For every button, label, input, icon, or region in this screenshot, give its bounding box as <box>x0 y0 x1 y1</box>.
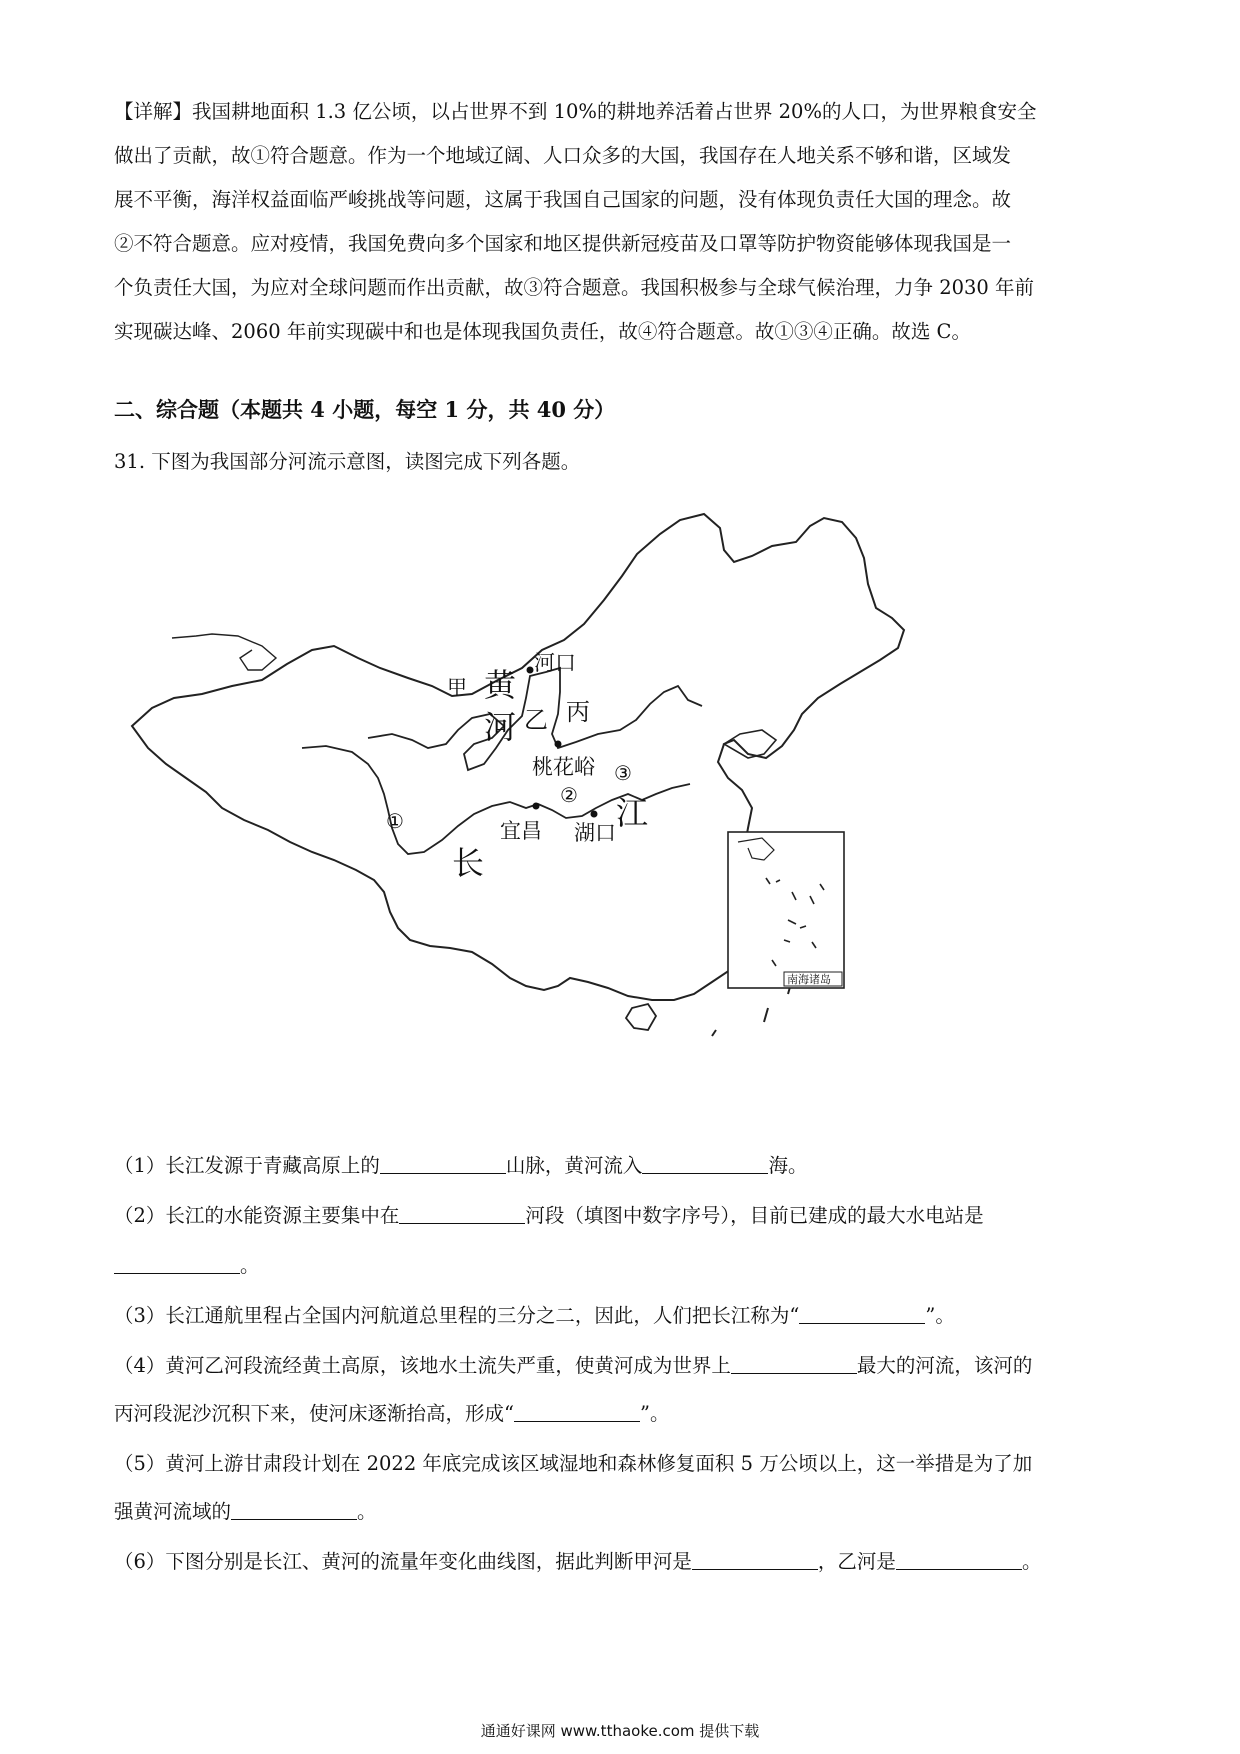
q2-text-a: （2）长江的水能资源主要集中在 <box>114 1204 400 1227</box>
q1-blank-1[interactable] <box>380 1155 506 1174</box>
label-bing: 丙 <box>566 698 590 726</box>
q1-text-c: 海。 <box>768 1154 808 1177</box>
q3-blank-1[interactable] <box>799 1305 925 1324</box>
q6-blank-2[interactable] <box>896 1551 1022 1570</box>
label-chang: 长 <box>452 844 485 882</box>
detail-line-4: ②不符合题意。应对疫情，我国免费向多个国家和地区提供新冠疫苗及口罩等防护物资能够体现我国是一 <box>114 232 1012 255</box>
label-yi: 乙 <box>524 706 548 734</box>
hekou-dot <box>527 667 534 674</box>
yichang-dot <box>533 803 540 810</box>
q1 <box>114 1150 807 1178</box>
q2-blank-1[interactable] <box>399 1205 525 1224</box>
q6-text-b: ，乙河是 <box>817 1550 896 1573</box>
label-jiang: 江 <box>616 794 649 832</box>
label-n3: ③ <box>614 761 632 785</box>
q6-text-a: （6）下图分别是长江、黄河的流量年变化曲线图，据此判断甲河是 <box>114 1550 692 1573</box>
label-hekou: 河口 <box>534 651 576 675</box>
q1-text-a: （1）长江发源于青藏高原上的 <box>114 1154 380 1177</box>
q3 <box>114 1300 955 1328</box>
q4-blank-2[interactable] <box>514 1403 640 1422</box>
label-jia: 甲 <box>447 675 467 699</box>
question-intro: 31. 下图为我国部分河流示意图，读图完成下列各题。 <box>114 450 581 473</box>
q1-blank-2[interactable] <box>642 1155 768 1174</box>
western-river-curve <box>172 634 276 670</box>
label-n2: ② <box>560 783 578 807</box>
detail-line-5: 个负责任大国，为应对全球问题而作出贡献，故③符合题意。我国积极参与全球气候治理，力争 2030 年前 <box>114 276 1035 299</box>
q6-blank-1[interactable] <box>692 1551 818 1570</box>
section-title: 二、综合题（本题共 4 小题，每空 1 分，共 40 分） <box>114 397 616 422</box>
q5-text-c: 。 <box>357 1500 377 1523</box>
q2-text-c: 。 <box>240 1254 260 1277</box>
q4-text-b: 最大的河流，该河的 <box>856 1354 1033 1377</box>
q2-text-b: 河段（填图中数字序号），目前已建成的最大水电站是 <box>525 1204 984 1227</box>
china-river-map <box>112 508 942 1118</box>
q4 <box>114 1350 1032 1378</box>
detail-line-1: 【详解】我国耕地面积 1.3 亿公顷，以占世界不到 10%的耕地养活着占世界 20%的人口，为世界粮食安全 <box>114 100 1037 123</box>
q4-cont <box>114 1398 669 1426</box>
q3-text-b: ”。 <box>925 1304 955 1327</box>
taohuayu-dot <box>555 741 562 748</box>
label-huang: 黄 <box>484 666 517 704</box>
detail-line-2: 做出了贡献，故①符合题意。作为一个地域辽阔、人口众多的大国，我国存在人地关系不够和谐，区域发 <box>114 144 1012 167</box>
label-taohuayu: 桃花峪 <box>532 755 595 779</box>
q2 <box>114 1200 984 1228</box>
inset-frame <box>728 832 844 988</box>
label-yichang: 宜昌 <box>500 819 542 843</box>
label-hukou: 湖口 <box>574 821 616 845</box>
q5 <box>114 1448 1032 1476</box>
q5-text-b: 强黄河流域的 <box>114 1500 232 1523</box>
q6 <box>114 1546 1041 1574</box>
detail-line-6: 实现碳达峰、2060 年前实现碳中和也是体现我国负责任，故④符合题意。故①③④正确。故选 C。 <box>114 320 971 343</box>
q6-text-c: 。 <box>1021 1550 1042 1573</box>
page-footer: 通通好课网 www.tthaoke.com 提供下载 <box>480 1722 760 1740</box>
hainan-island <box>626 1004 656 1030</box>
q5-blank-1[interactable] <box>231 1501 357 1520</box>
detail-line-3: 展不平衡，海洋权益面临严峻挑战等问题，这属于我国自己国家的问题，没有体现负责任大国的理念。故 <box>114 188 1012 211</box>
q5-text-a: （5）黄河上游甘肃段计划在 2022 年底完成该区域湿地和森林修复面积 5 万公顷以上，这一举措是为了加 <box>114 1452 1033 1475</box>
q5-cont <box>114 1496 377 1524</box>
q4-text-d: ”。 <box>639 1402 670 1425</box>
label-n1: ① <box>386 809 404 833</box>
label-inset: 南海诸岛 <box>787 973 831 986</box>
q4-text-c: 丙河段泥沙沉积下来，使河床逐渐抬高，形成“ <box>114 1402 514 1425</box>
q1-text-b: 山脉，黄河流入 <box>505 1154 643 1177</box>
label-he: 河 <box>484 708 517 746</box>
q4-text-a: （4）黄河乙河段流经黄土高原，该地水土流失严重，使黄河成为世界上 <box>114 1354 731 1377</box>
q4-blank-1[interactable] <box>731 1355 857 1374</box>
hukou-dot <box>591 811 598 818</box>
q2-cont <box>114 1250 260 1278</box>
q3-text-a: （3）长江通航里程占全国内河航道总里程的三分之二，因此，人们把长江称为“ <box>114 1304 800 1327</box>
q2-blank-2[interactable] <box>114 1255 240 1274</box>
